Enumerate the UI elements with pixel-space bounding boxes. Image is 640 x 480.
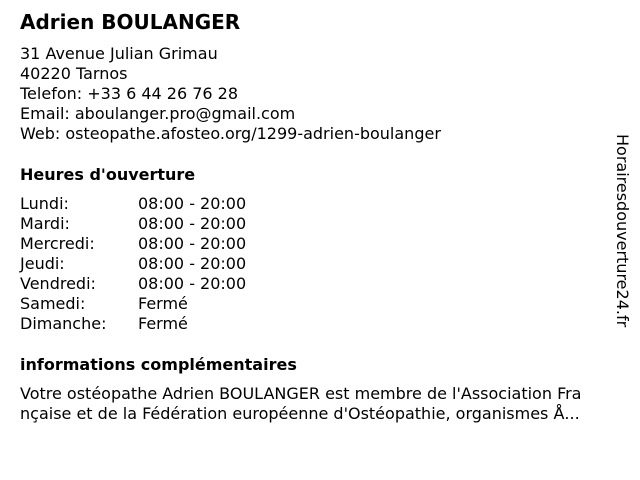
hours-row-thursday: [20, 254, 320, 274]
day-hours: Fermé: [138, 314, 188, 333]
hours-row-friday: [20, 274, 320, 294]
day-label: Lundi:: [20, 194, 69, 213]
address-city: 40220 Tarnos: [20, 64, 128, 83]
address-street: 31 Avenue Julian Grimau: [20, 44, 218, 63]
day-hours: 08:00 - 20:00: [138, 274, 247, 293]
day-hours: 08:00 - 20:00: [138, 234, 247, 253]
info-description: [20, 384, 630, 424]
day-hours: Fermé: [138, 294, 188, 313]
hours-row-saturday: [20, 294, 320, 314]
day-label: Vendredi:: [20, 274, 96, 293]
day-label: Dimanche:: [20, 314, 107, 333]
hours-heading: Heures d'ouverture: [20, 165, 196, 184]
site-watermark: Horairesdouverture24.fr: [613, 134, 632, 328]
day-hours: 08:00 - 20:00: [138, 254, 247, 273]
day-hours: 08:00 - 20:00: [138, 214, 247, 233]
info-line: Votre ostéopathe Adrien BOULANGER est membre de l'Association Fra: [20, 384, 582, 403]
day-label: Mercredi:: [20, 234, 95, 253]
web-line: Web: osteopathe.afosteo.org/1299-adrien-boulanger: [20, 124, 441, 143]
email-line: Email: aboulanger.pro@gmail.com: [20, 104, 296, 123]
phone-line: Telefon: +33 6 44 26 76 28: [20, 84, 239, 103]
hours-table: [20, 194, 320, 334]
day-label: Mardi:: [20, 214, 70, 233]
day-label: Jeudi:: [20, 254, 65, 273]
hours-row-sunday: [20, 314, 320, 334]
contact-block: [20, 44, 441, 144]
info-heading: informations complémentaires: [20, 355, 297, 374]
day-hours: 08:00 - 20:00: [138, 194, 247, 213]
hours-row-wednesday: [20, 234, 320, 254]
day-label: Samedi:: [20, 294, 86, 313]
info-line: nçaise et de la Fédération européenne d'Ostéopathie, organismes Å...: [20, 404, 580, 423]
hours-row-tuesday: [20, 214, 320, 234]
business-name: Adrien BOULANGER: [20, 10, 241, 34]
hours-row-monday: [20, 194, 320, 214]
